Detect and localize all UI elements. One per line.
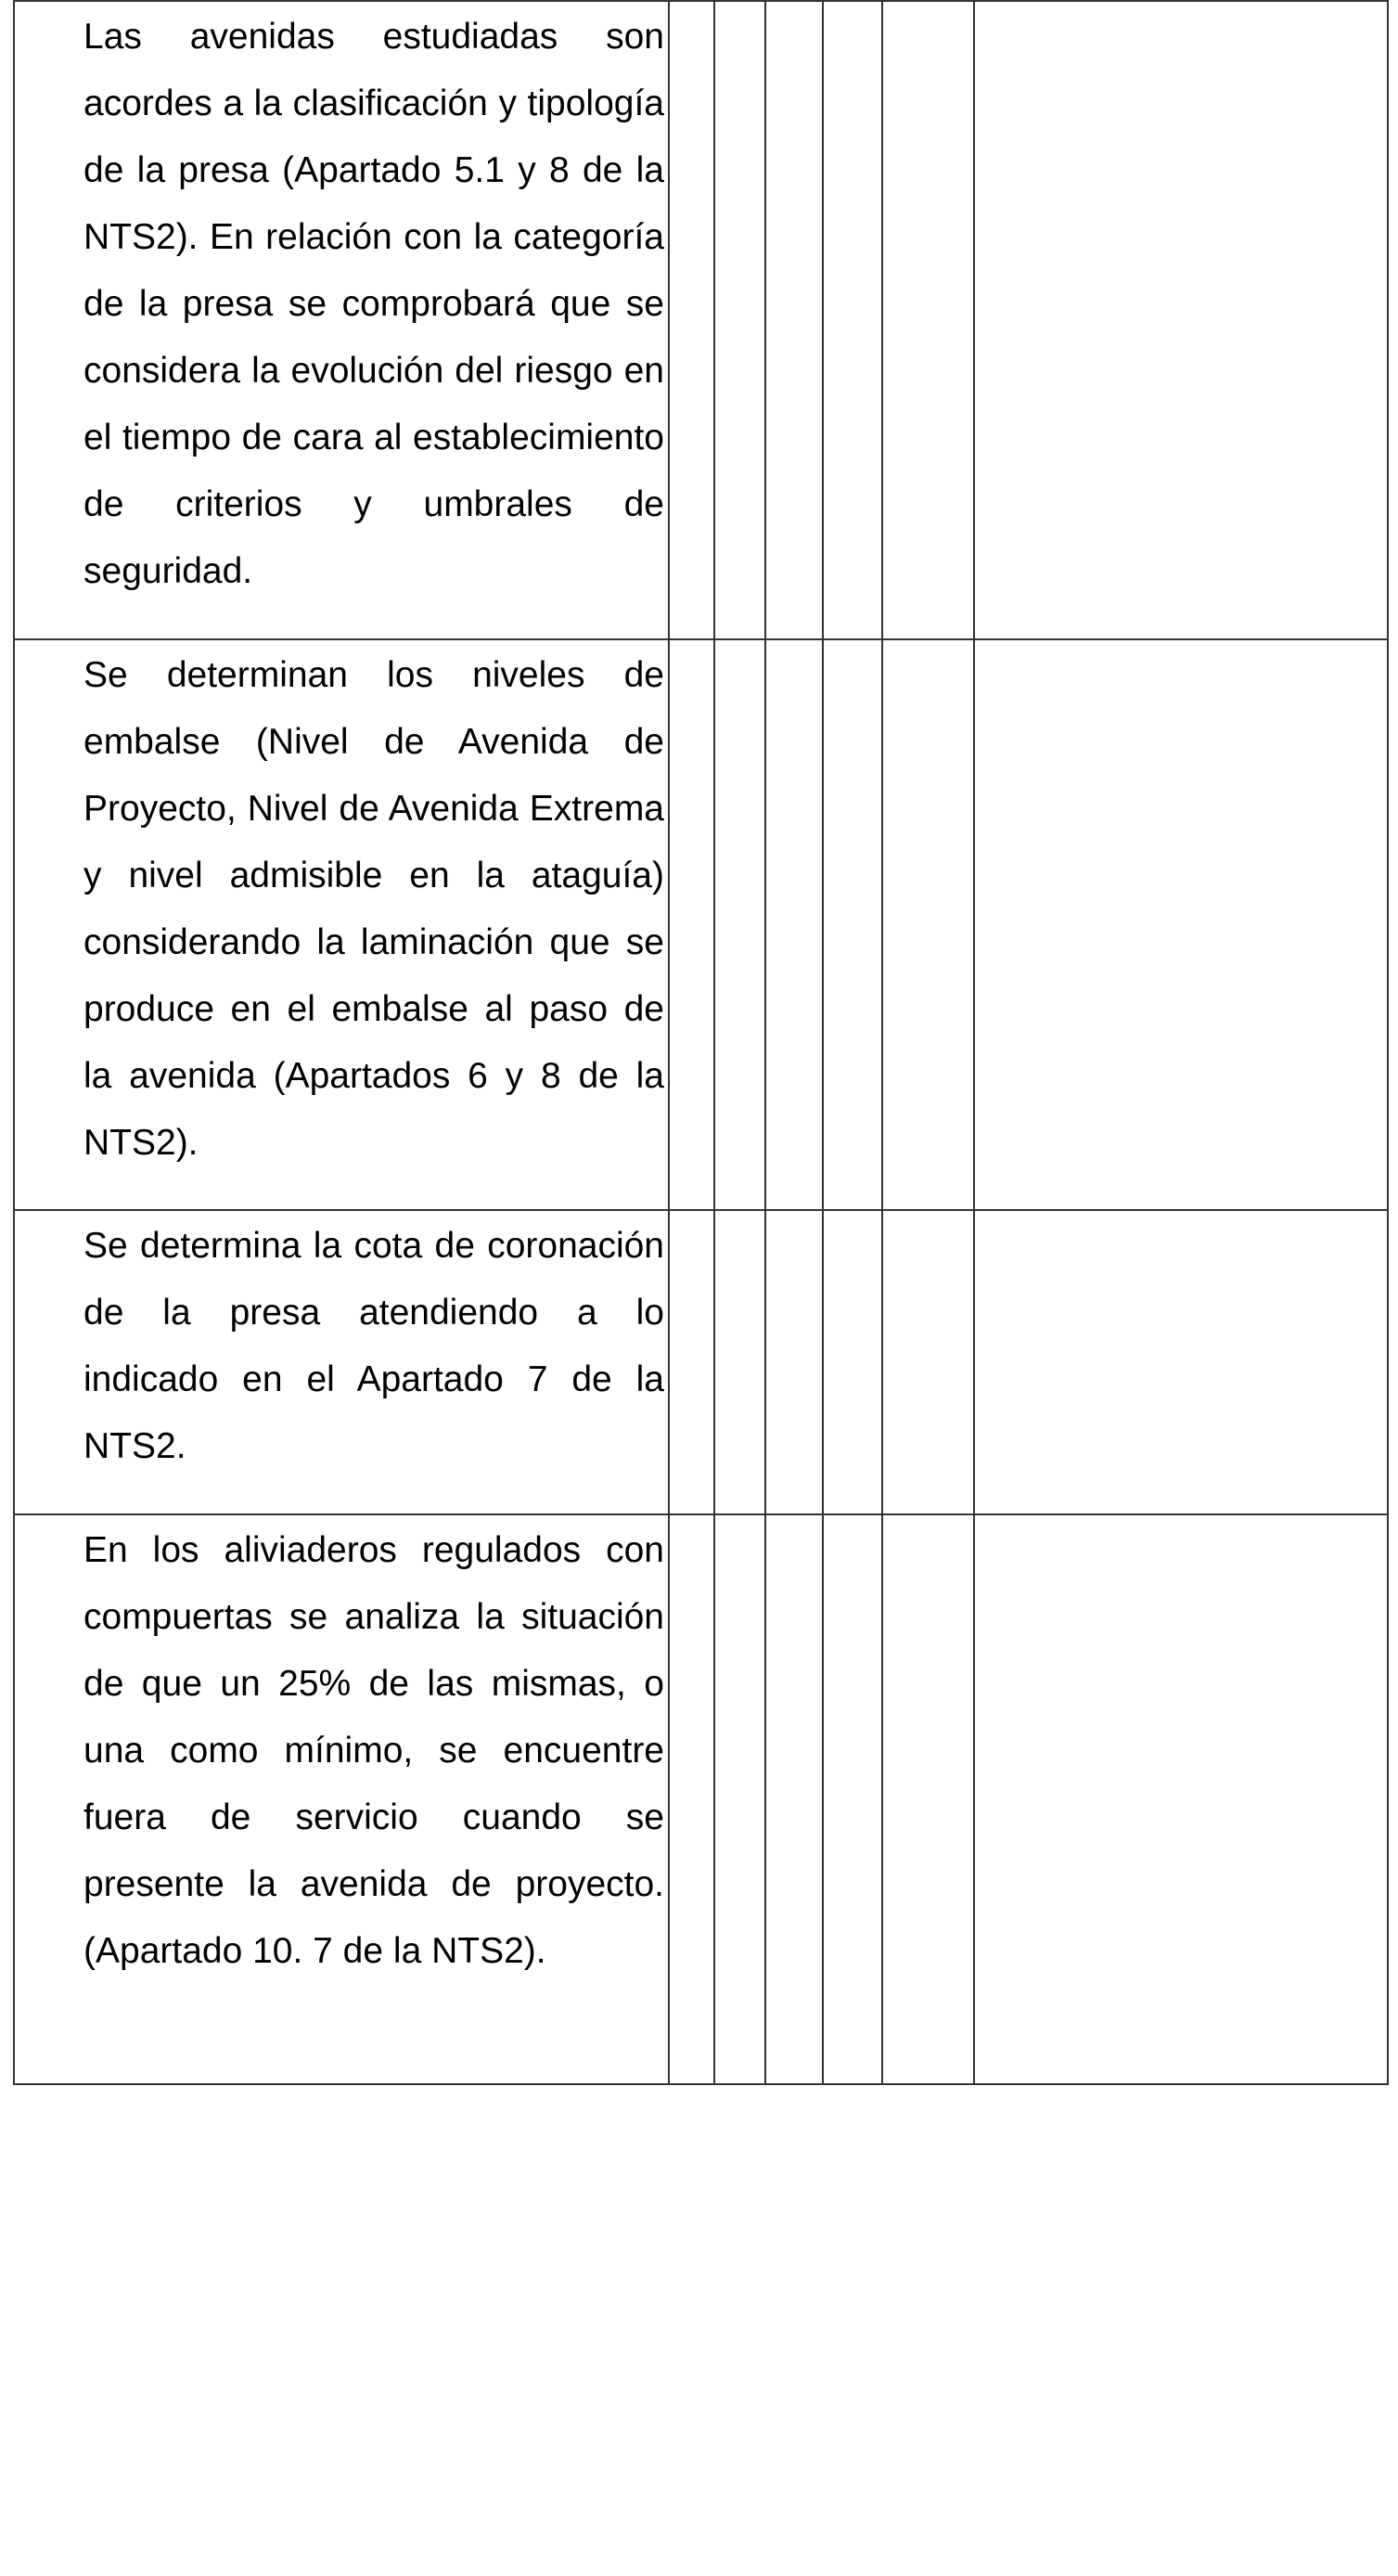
requirement-cell (14, 639, 669, 1210)
checklist-table (13, 0, 1389, 2085)
check-cell-3[interactable] (765, 1514, 823, 2084)
observations-cell[interactable] (974, 1514, 1388, 2084)
check-cell-1[interactable] (669, 1, 714, 639)
table-row (14, 1, 1388, 639)
requirement-text: Las avenidas estudiadas son acordes a la clasificación y tipología de la presa (Apartado 5.1 y 8 de la NTS2). En relación con la categoría de la presa se comprobará que se considera la evolución del riesgo en el tiempo de cara al establecimiento de criterios y umbrales de seguridad. (83, 17, 664, 591)
check-cell-5[interactable] (882, 1514, 974, 2084)
table-row (14, 639, 1388, 1210)
requirement-cell (14, 1514, 669, 2084)
observations-cell[interactable] (974, 639, 1388, 1210)
observations-cell[interactable] (974, 1210, 1388, 1514)
check-cell-1[interactable] (669, 639, 714, 1210)
check-cell-4[interactable] (823, 1210, 882, 1514)
check-cell-3[interactable] (765, 1, 823, 639)
requirement-text: Se determinan los niveles de embalse (Nivel de Avenida de Proyecto, Nivel de Avenida Extrema y nivel admisible en la ataguía) considerando la laminación que se produce en el embalse al paso de la avenida (Apartados 6 y 8 de la NTS2). (83, 655, 664, 1163)
check-cell-5[interactable] (882, 639, 974, 1210)
check-cell-2[interactable] (714, 1, 765, 639)
check-cell-5[interactable] (882, 1210, 974, 1514)
requirement-cell (14, 1, 669, 639)
check-cell-1[interactable] (669, 1210, 714, 1514)
check-cell-2[interactable] (714, 639, 765, 1210)
table-row (14, 1514, 1388, 2084)
check-cell-5[interactable] (882, 1, 974, 639)
requirement-cell (14, 1210, 669, 1514)
check-cell-1[interactable] (669, 1514, 714, 2084)
check-cell-2[interactable] (714, 1514, 765, 2084)
check-cell-4[interactable] (823, 1514, 882, 2084)
requirement-text: En los aliviaderos regulados con compuertas se analiza la situación de que un 25% de las mismas, o una como mínimo, se encuentre fuera de servicio cuando se presente la avenida de proyecto. (Apartado 10. 7 de la NTS2). (83, 1530, 664, 1971)
check-cell-4[interactable] (823, 639, 882, 1210)
check-cell-2[interactable] (714, 1210, 765, 1514)
requirement-text: Se determina la cota de coronación de la presa atendiendo a lo indicado en el Apartado 7 de la NTS2. (83, 1226, 664, 1466)
check-cell-4[interactable] (823, 1, 882, 639)
check-cell-3[interactable] (765, 639, 823, 1210)
check-cell-3[interactable] (765, 1210, 823, 1514)
table-row (14, 1210, 1388, 1514)
observations-cell[interactable] (974, 1, 1388, 639)
